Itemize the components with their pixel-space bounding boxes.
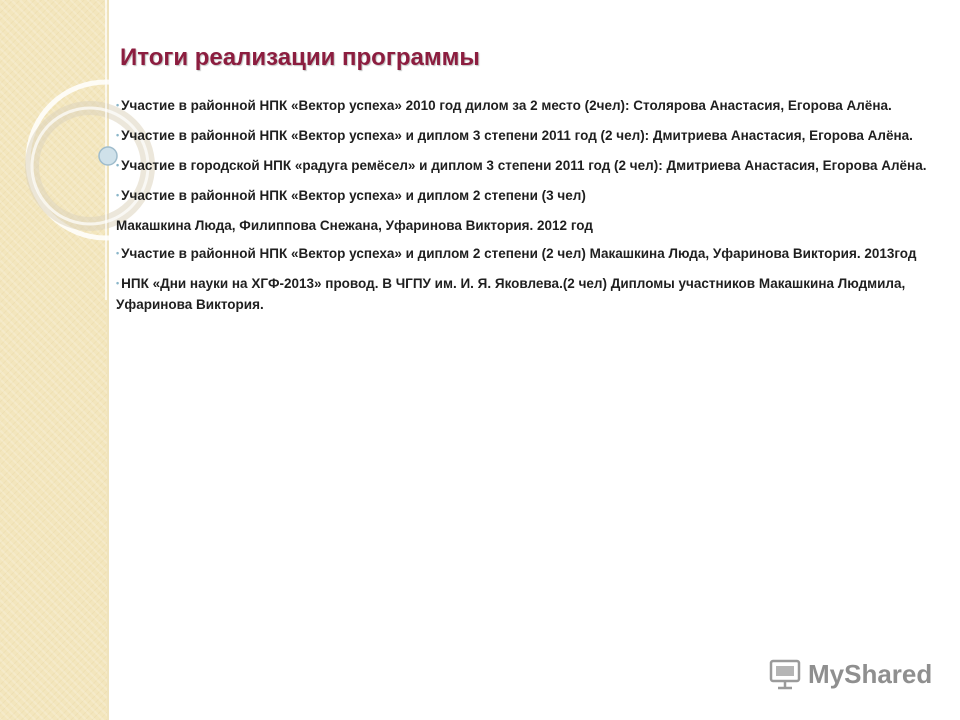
list-item	[116, 186, 946, 207]
list-item	[116, 96, 946, 117]
list-item-text: Участие в районной НПК «Вектор успеха» 2010 год дилом за 2 место (2чел): Столярова Анастасия, Егорова Алёна.	[121, 98, 892, 113]
list-item-text: Участие в районной НПК «Вектор успеха» и диплом 2 степени (3 чел)	[121, 188, 586, 203]
list-item	[116, 156, 946, 177]
watermark-text: MyShared	[808, 658, 933, 689]
bullet-icon: •	[116, 130, 120, 140]
projector-icon	[768, 657, 802, 691]
list-item	[116, 244, 946, 265]
list-item-text: Участие в районной НПК «Вектор успеха» и диплом 3 степени 2011 год (2 чел): Дмитриева Анастасия, Егорова Алёна.	[121, 128, 913, 143]
continuation-line: Макашкина Люда, Филиппова Снежана, Уфаринова Виктория. 2012 год	[116, 218, 593, 233]
list-item-text: Участие в городской НПК «радуга ремёсел» и диплом 3 степени 2011 год (2 чел): Дмитриева Анастасия, Егорова Алёна.	[121, 158, 927, 173]
bullet-icon: •	[116, 278, 120, 288]
list-item	[116, 126, 946, 147]
list-item	[116, 274, 946, 314]
watermark	[768, 656, 932, 692]
list-item-text: НПК «Дни науки на ХГФ-2013» провод. В ЧГПУ им. И. Я. Яковлева.(2 чел) Дипломы участников Макашкина Людмила, Уфаринова Виктория.	[116, 276, 906, 312]
bullet-icon: •	[116, 160, 120, 170]
bullet-icon: •	[116, 100, 120, 110]
list-item-text: Участие в районной НПК «Вектор успеха» и диплом 2 степени (2 чел) Макашкина Люда, Уфаринова Виктория. 2013год	[121, 246, 917, 261]
blue-dot-icon	[99, 147, 117, 165]
slide-content	[116, 96, 946, 323]
slide-title: Итоги реализации программы	[120, 44, 480, 71]
bullet-icon: •	[116, 190, 120, 200]
bullet-icon: •	[116, 248, 120, 258]
